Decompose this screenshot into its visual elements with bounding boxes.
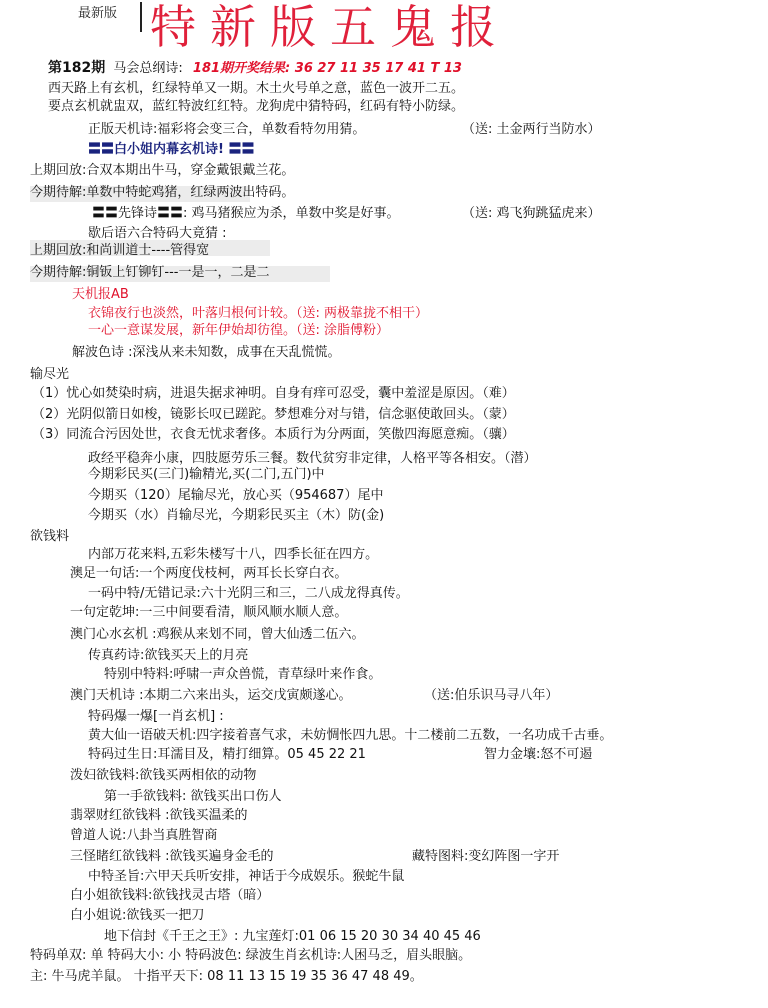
- text-line: 翡翠财红欲钱料 :欲钱买温柔的: [70, 808, 248, 823]
- text-line: 传真药诗:欲钱买天上的月亮: [88, 648, 249, 663]
- text-line: 澳足一句话:一个两度伐枝柯，两耳长长穿白衣。: [70, 566, 348, 581]
- text-line: 今期买（水）肖输尽光，今期彩民买主（木）防(金): [88, 508, 385, 523]
- text-line: 上期回放:和尚训道士----管得宽: [30, 243, 210, 258]
- edition-label: 最新版: [78, 6, 118, 21]
- text-line: 泼妇欲钱料:欲钱买两相依的动物: [70, 768, 257, 783]
- text-line: 正版天机诗:福彩将会变三合，单数看特勿用猜。: [88, 122, 366, 137]
- text-line: 主: 牛马虎羊鼠。 十指平天下: 08 11 13 15 19 35 36 47 48 49。: [30, 969, 423, 984]
- text-line: 特码爆一爆[一肖玄机] :: [88, 709, 224, 724]
- section-heading: 输尽光: [30, 367, 70, 382]
- text-line: 上期回放:合双本期出牛马，穿金戴银戴兰花。: [30, 163, 295, 178]
- text-line: 要点玄机就盅双，蓝红特波红红特。龙狗虎中猜特码，红码有特小防绿。: [48, 99, 465, 114]
- text-line: 曾道人说:八卦当真胜智商: [70, 828, 218, 843]
- text-line: （送: 鸡飞狗跳猛虎来）: [462, 206, 601, 221]
- section-heading: 欲钱料: [30, 529, 70, 544]
- text-line: 一码中特/无错记录:六十光阴三和三，二八成龙得真传。: [88, 586, 409, 601]
- text-line: 内部万花来料,五彩朱楼写十八，四季长征在四方。: [88, 547, 379, 562]
- text-line: （送: 土金两行当防水）: [462, 122, 601, 137]
- text-line: 特码过生日:耳濡目及，精打细算。05 45 22 21: [88, 747, 366, 762]
- text-line: 政经平稳奔小康，四肢愿劳乐三餐。数代贫穷非定律，人格平等各相安。（潜）: [88, 451, 537, 466]
- text-line: 一句定乾坤:一三中间要看清，顺风顺水顺人意。: [70, 605, 348, 620]
- text-line: 今期待解:铜钣上钉铆钉---一是一，二是二: [30, 265, 270, 280]
- text-line: （2）光阴似箭日如梭，镜影长叹已蹉跎。梦想难分对与错，信念驱使敢回头。（蒙）: [32, 407, 515, 422]
- text-line: 特别中特料:呼啸一声众兽慌，青草绿叶来作食。: [104, 667, 382, 682]
- draw-result: 181期开奖结果: 36 27 11 35 17 41 T 13: [192, 61, 462, 76]
- text-line: （1）忧心如焚染时病，进退失据求神明。自身有痒可忍受，囊中羞涩是原因。（难）: [32, 386, 515, 401]
- text-line: 三怪睹红欲钱料 :欲钱买遍身金毛的: [70, 849, 274, 864]
- text-line: 歇后语六合特码大竟猜 :: [88, 226, 227, 241]
- text-line: 衣锦夜行也淡然，叶落归根何计较。（送: 两极靠拢不相干）: [88, 306, 429, 321]
- text-line: 天机报AB: [72, 287, 129, 302]
- text-line: 白小姐欲钱料:欲钱找灵古塔（暗）: [70, 888, 270, 903]
- text-line: 白小姐说:欲钱买一把刀: [70, 908, 205, 923]
- text-line: 今期彩民买(三门)输精光,买(二门,五门)中: [88, 467, 325, 482]
- text-line: 地下信封《千王之王》: 九宝莲灯:01 06 15 20 30 34 40 45 46: [104, 929, 481, 944]
- text-line: 今期买（120）尾输尽光，放心买（954687）尾中: [88, 488, 384, 503]
- poem-label: 马会总纲诗:: [113, 61, 183, 76]
- text-line: 〓〓白小姐内幕玄机诗! 〓〓: [88, 142, 255, 157]
- text-line: 黄大仙一语破天机:四字接着喜气求，未妨惆怅四九思。十二楼前二五数，一名功成千古垂。: [88, 728, 613, 743]
- text-line: 中特圣旨:六甲天兵听安排，神话于今成娱乐。猴蛇牛鼠: [88, 869, 405, 884]
- text-line: 藏特图料:变幻阵图一字开: [412, 849, 560, 864]
- text-line: 澳门天机诗 :本期二六来出头，运交戊寅颇遂心。: [70, 688, 352, 703]
- text-line: 澳门心水玄机 :鸡猴从来划不同，曾大仙透二伍六。: [70, 627, 365, 642]
- text-line: 特码单双: 单 特码大小: 小 特码波色: 绿波生肖玄机诗:人困马乏，眉头眼脑。: [30, 948, 472, 963]
- page-title: 特新版五鬼报: [150, 0, 510, 54]
- text-line: （3）同流合污因处世，衣食无忧求奢侈。本质行为分两面，笑傲四海愿意痴。（骧）: [32, 427, 515, 442]
- text-line: 一心一意谋发展，新年伊始却彷徨。（送: 涂脂傅粉）: [88, 323, 390, 338]
- text-line: 西天路上有玄机，红绿特单又一期。木土火号单之意，蓝色一波开二五。: [48, 81, 465, 96]
- text-line: 智力金壤:怒不可遏: [484, 747, 593, 762]
- text-line: 〓〓先锋诗〓〓: 鸡马猪猴应为杀，单数中奖是好事。: [92, 206, 400, 221]
- issue-number: 第182期: [48, 60, 106, 76]
- text-line: 第一手欲钱料: 欲钱买出口伤人: [104, 789, 282, 804]
- text-line: 今期待解:单数中特蛇鸡猪，红绿两波出特码。: [30, 185, 295, 200]
- text-line: 解波色诗 :深浅从来未知数，成事在天乱慌慌。: [72, 345, 341, 360]
- text-line: （送:伯乐识马寻八年）: [424, 688, 559, 703]
- header-divider: [140, 2, 142, 32]
- issue-row: [48, 60, 462, 77]
